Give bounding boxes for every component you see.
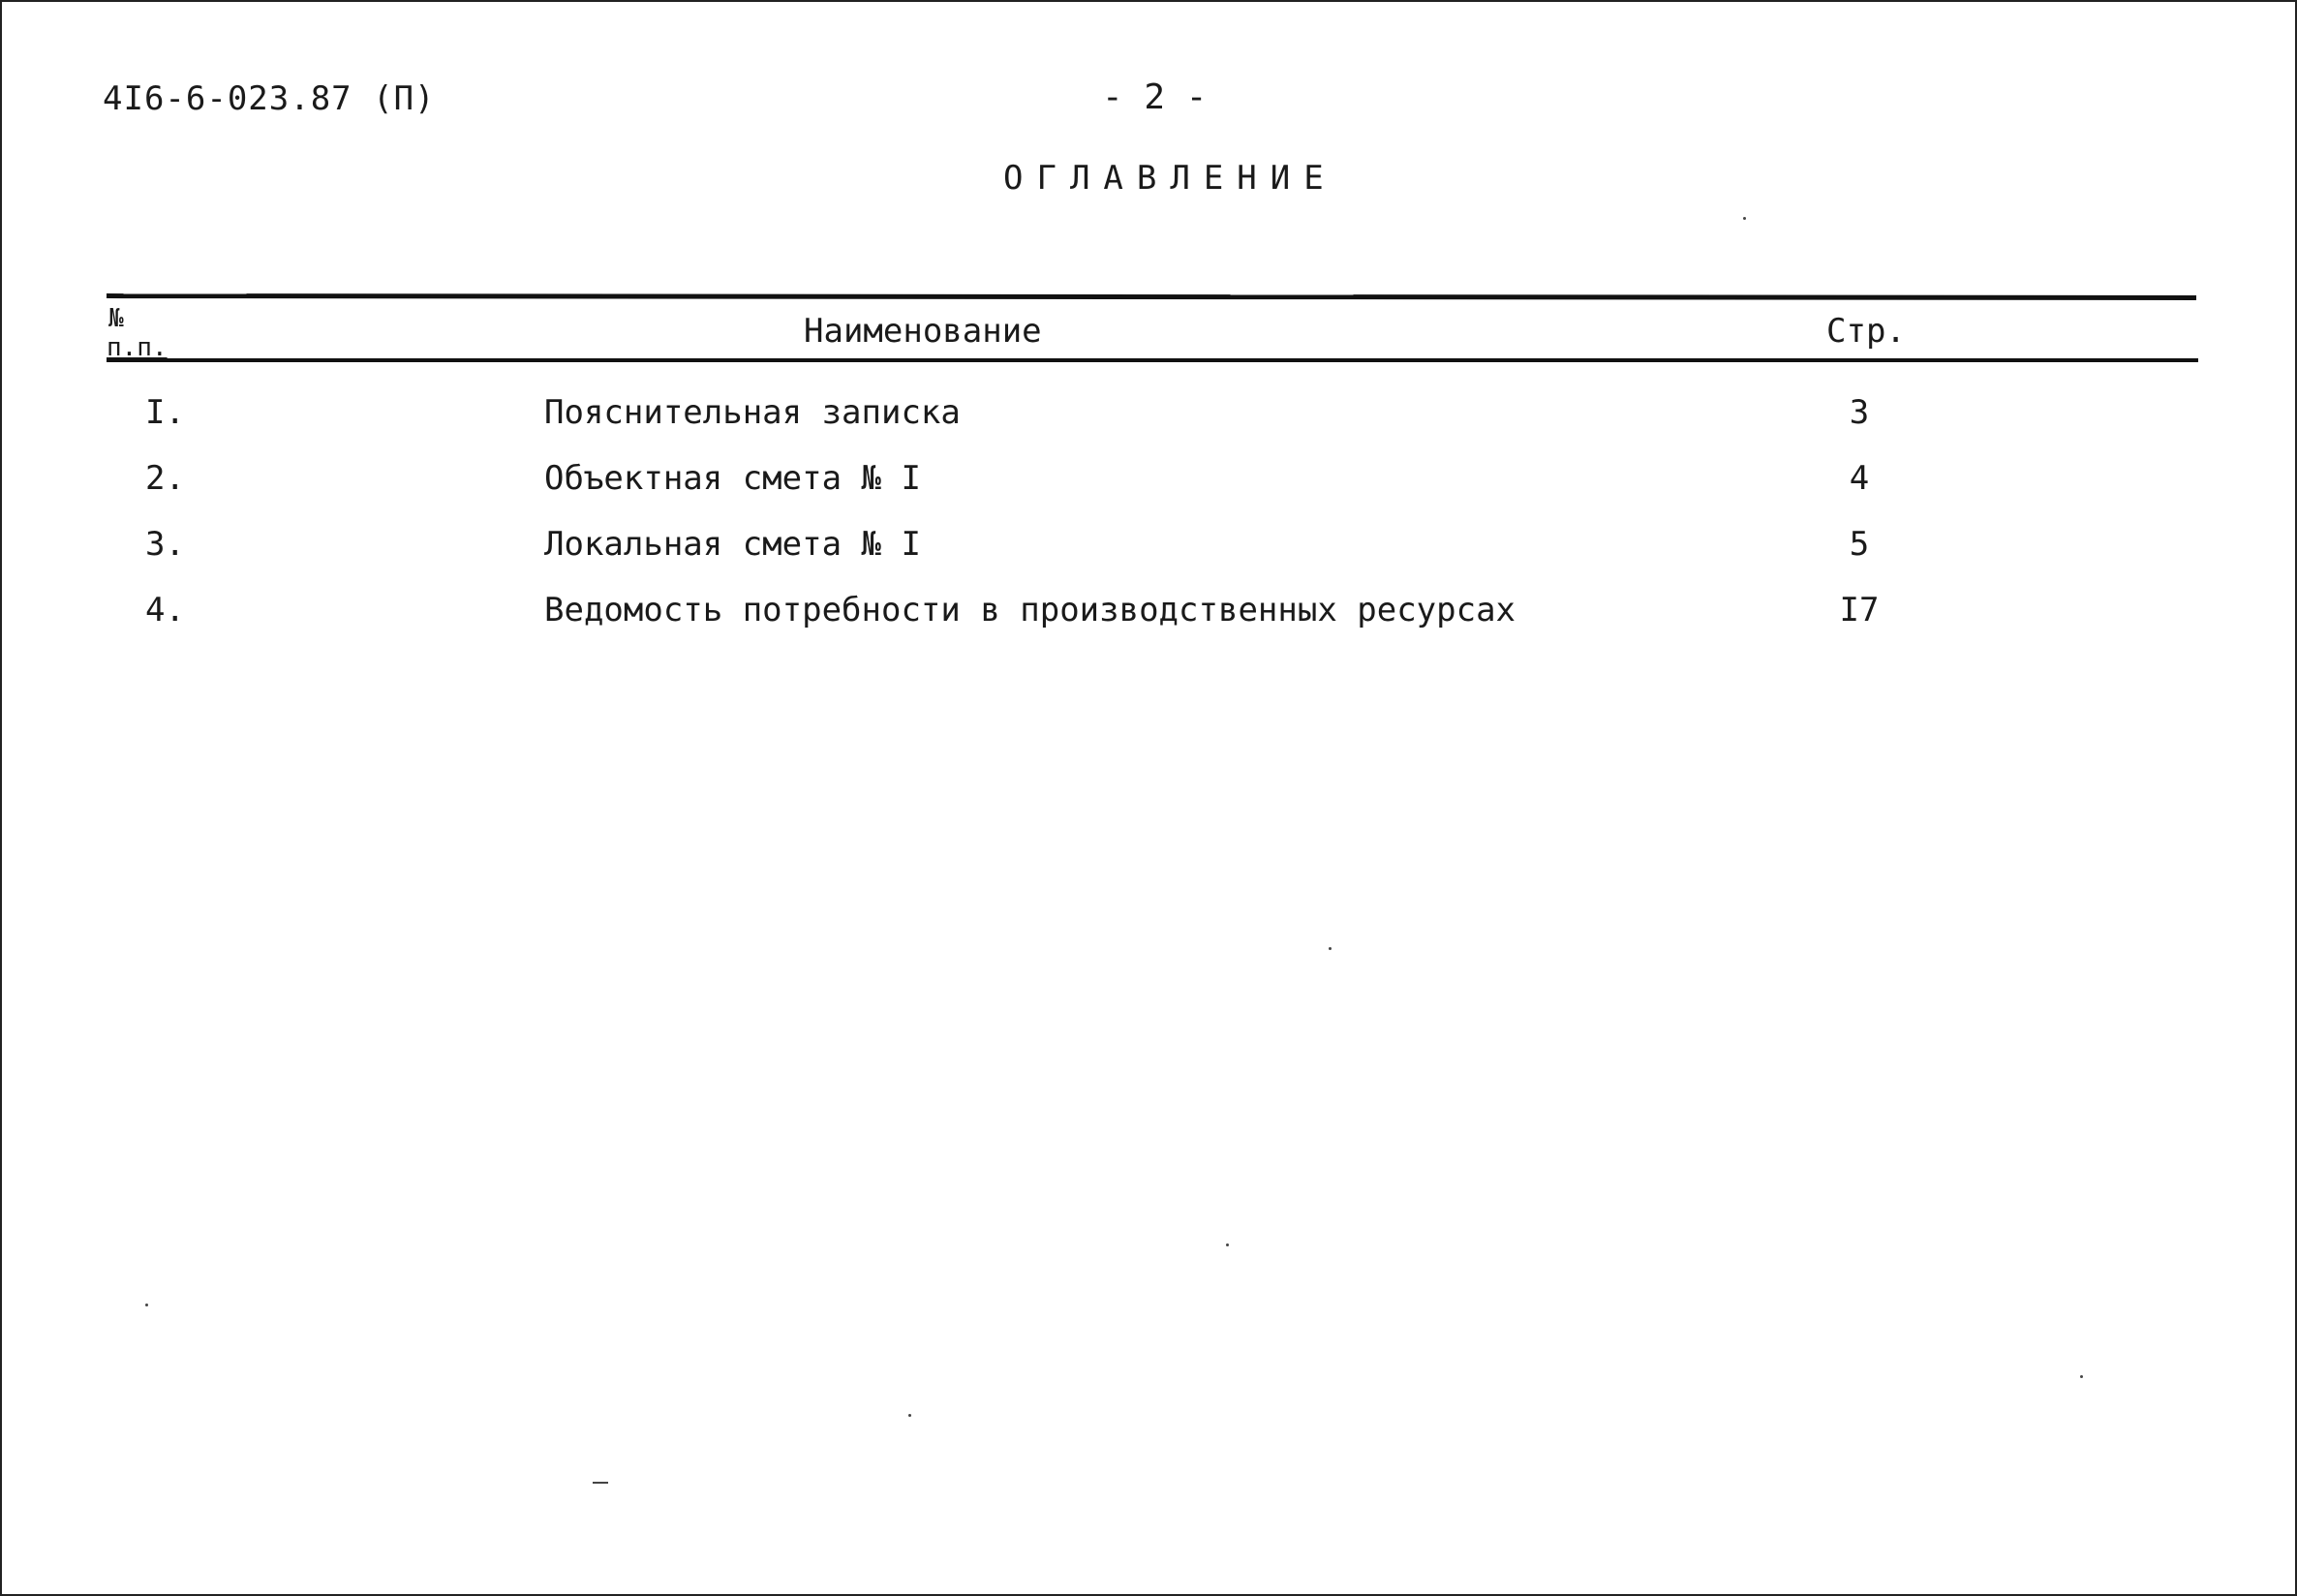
row-page: 4 xyxy=(1849,459,1870,498)
row-page: I7 xyxy=(1839,591,1880,629)
table-header-rule xyxy=(107,358,2198,362)
row-number: I. xyxy=(145,393,185,432)
scan-speck xyxy=(593,1482,608,1484)
document-code: 4I6-6-023.87 (П) xyxy=(103,79,436,118)
page-title: ОГЛАВЛЕНИЕ xyxy=(1003,159,1337,198)
row-name: Ведомость потребности в производственных ресурсах xyxy=(544,591,1516,629)
table-row xyxy=(107,393,2198,451)
row-name: Пояснительная записка xyxy=(544,393,961,432)
scan-speck xyxy=(1329,947,1332,950)
row-name: Локальная смета № I xyxy=(544,525,921,564)
scan-speck xyxy=(908,1414,911,1417)
column-header-number-sign: № xyxy=(108,304,124,333)
column-header-page: Стр. xyxy=(1826,312,1906,351)
scan-speck xyxy=(1743,217,1746,220)
scan-speck xyxy=(1226,1243,1229,1246)
column-header-number: п.п. xyxy=(107,333,168,362)
table-row xyxy=(107,525,2198,583)
row-page: 3 xyxy=(1849,393,1870,432)
row-page: 5 xyxy=(1849,525,1870,564)
row-number: 2. xyxy=(145,459,185,498)
scan-speck xyxy=(2080,1375,2083,1378)
page-number: - 2 - xyxy=(1102,77,1208,117)
table-row xyxy=(107,591,2198,649)
column-header-name: Наименование xyxy=(804,312,1042,351)
scan-speck xyxy=(145,1304,148,1306)
row-number: 4. xyxy=(145,591,185,629)
table-row xyxy=(107,459,2198,517)
row-name: Объектная смета № I xyxy=(544,459,921,498)
row-number: 3. xyxy=(145,525,185,564)
